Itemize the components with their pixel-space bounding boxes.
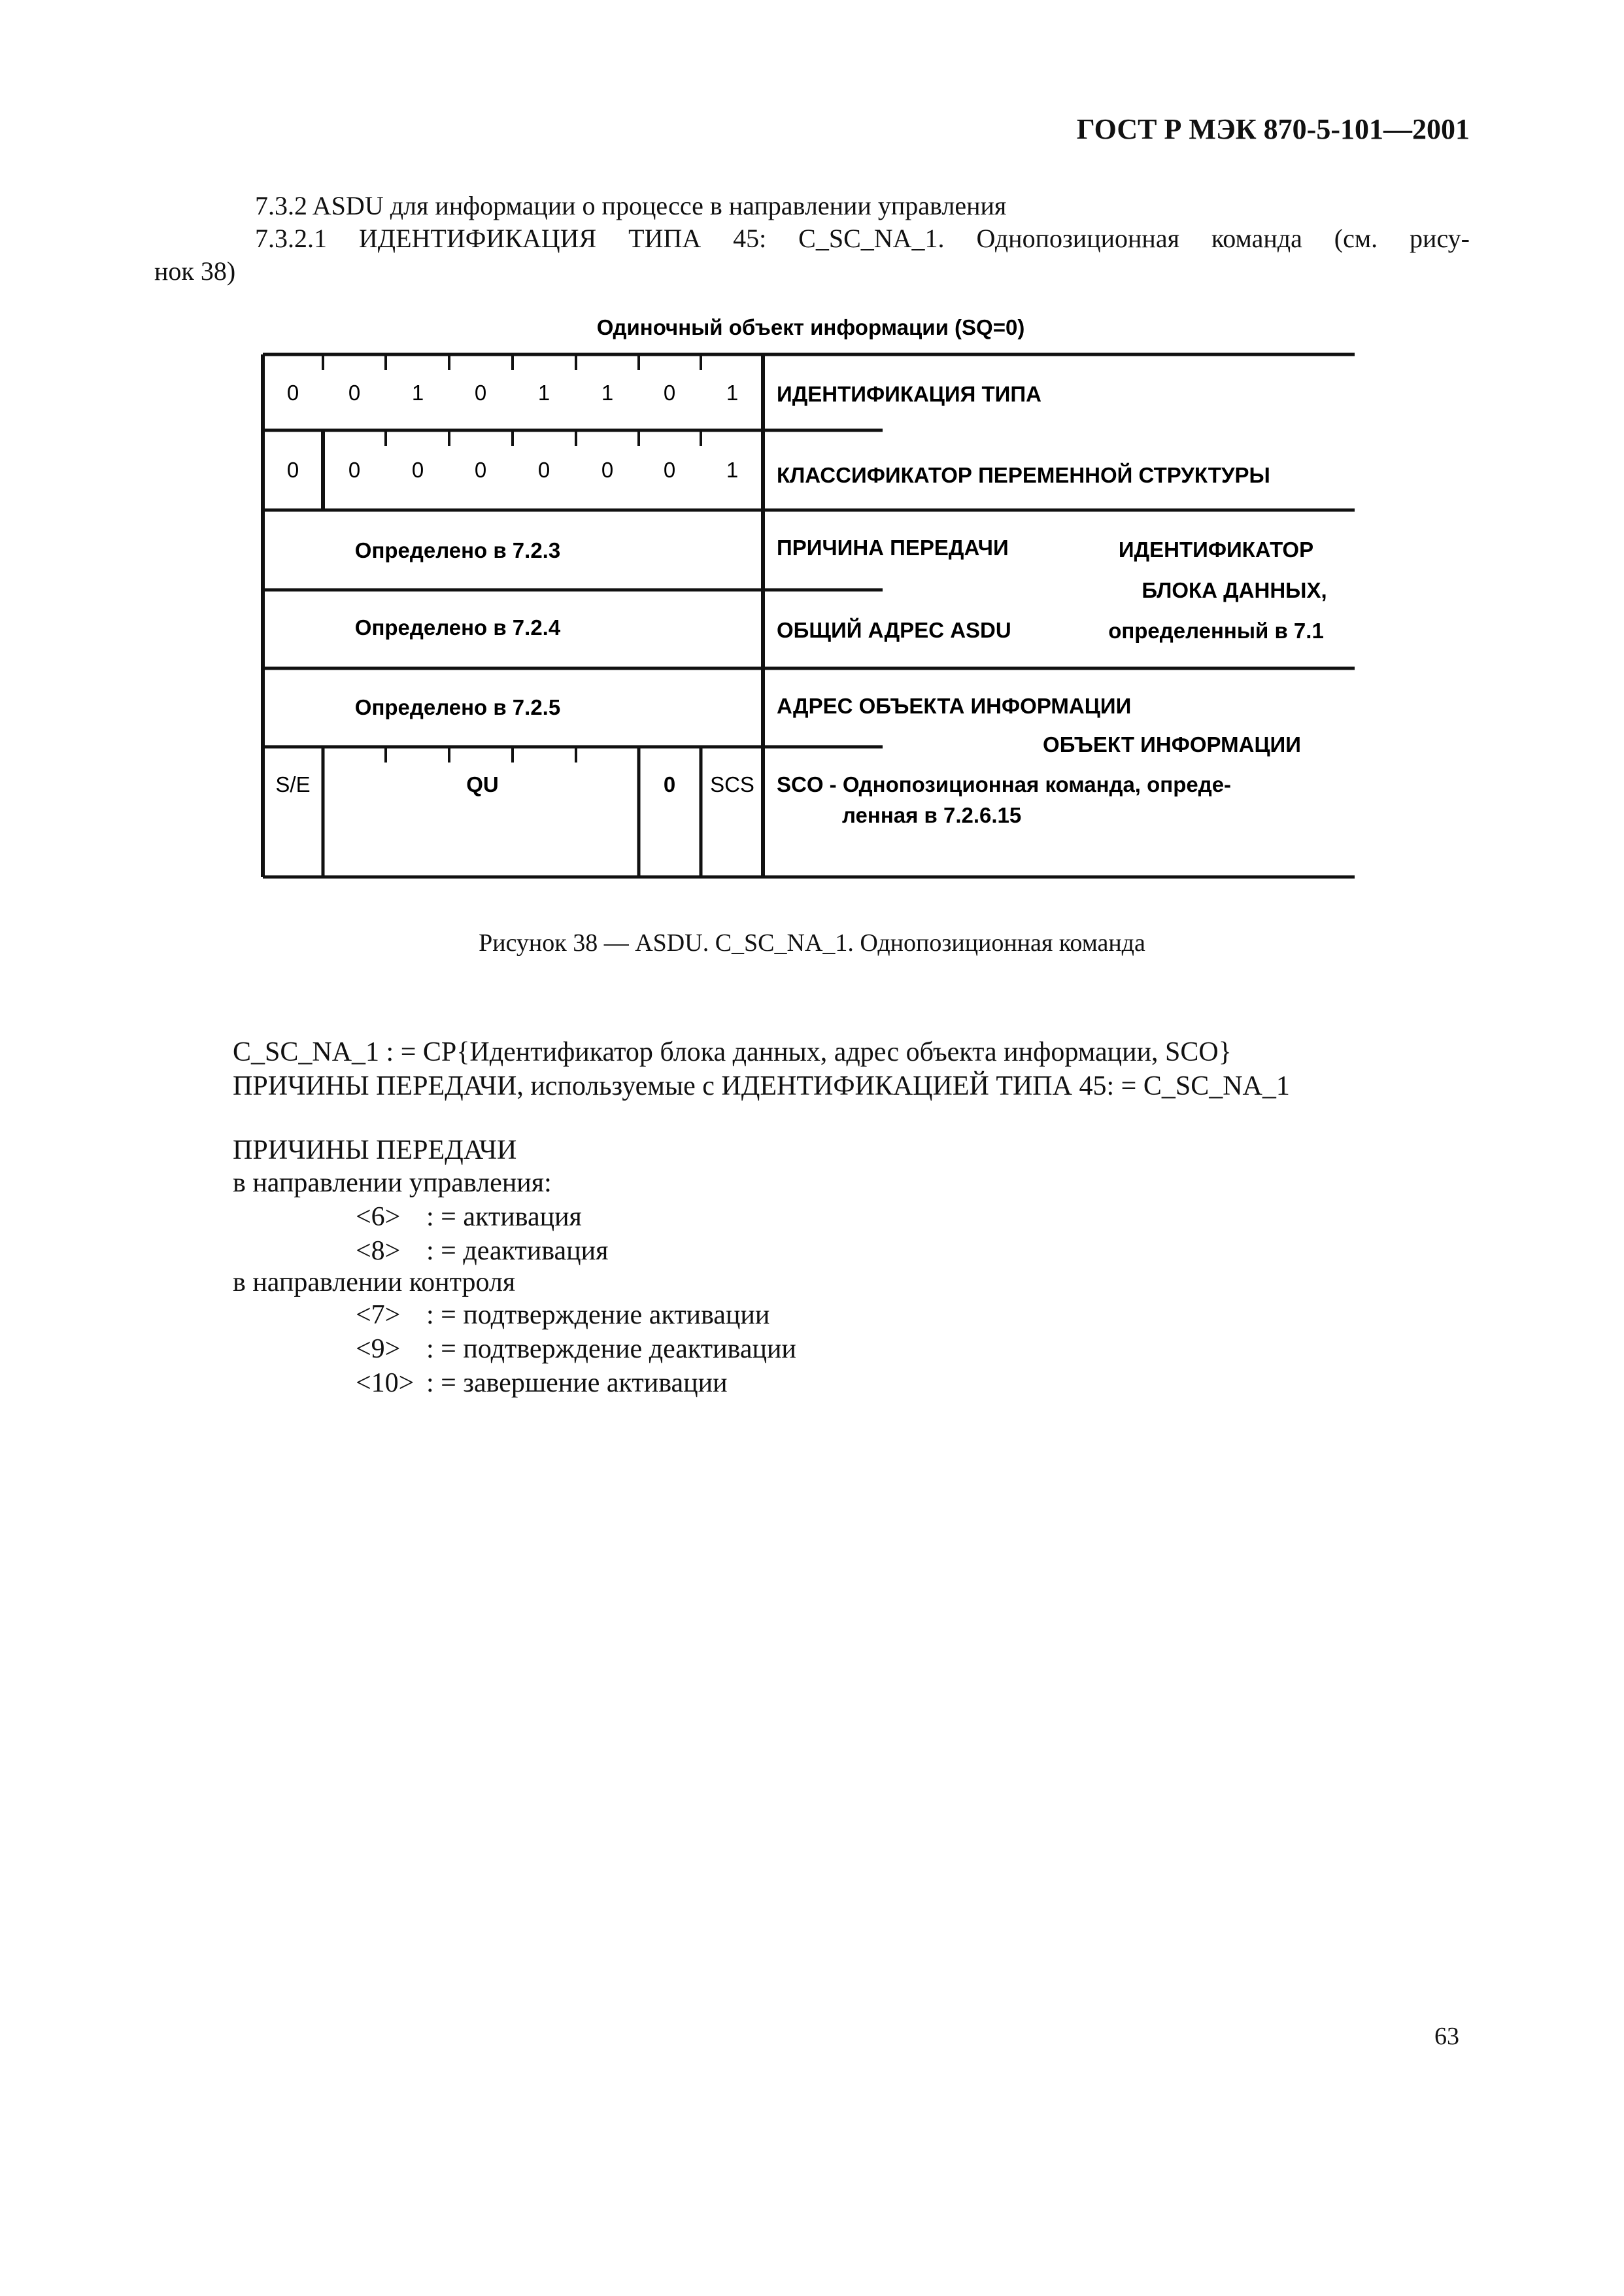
type-id-bit: 0 (286, 381, 299, 405)
type-id-bit-ticks (323, 354, 701, 370)
causes-title: ПРИЧИНЫ ПЕРЕДАЧИ (233, 1135, 517, 1165)
type-id-bit: 1 (411, 381, 424, 405)
data-unit-id-line1: ИДЕНТИФИКАТОР (1118, 538, 1314, 562)
cause-text: : = завершение активации (426, 1368, 728, 1398)
type-id-label: ИДЕНТИФИКАЦИЯ ТИПА (777, 382, 1041, 406)
sco-qu-ticks (386, 747, 576, 762)
type-id-bits (287, 381, 738, 405)
page-number: 63 (1434, 2023, 1459, 2050)
asdu-structure-diagram (0, 0, 1624, 929)
cause-text: : = подтверждение деактивации (426, 1334, 796, 1364)
subsection-heading-continuation: нок 38) (154, 256, 236, 286)
type-definition: C_SC_NA_1 : = CP{Идентификатор блока данных, адрес объекта информации, SCO} (233, 1037, 1232, 1067)
cause-text: : = активация (426, 1202, 582, 1232)
figure-caption: Рисунок 38 — ASDU. C_SC_NA_1. Однопозиционная команда (479, 929, 1145, 957)
sco-label-line1: SCO - Однопозиционная команда, опреде- (777, 772, 1232, 797)
information-object-label: ОБЪЕКТ ИНФОРМАЦИИ (1043, 732, 1301, 757)
vsq-bit: 1 (726, 458, 739, 482)
vsq-bit: 0 (348, 458, 361, 482)
vsq-bit: 0 (601, 458, 614, 482)
vsq-bit: 0 (537, 458, 550, 482)
causes-usage-line: ПРИЧИНЫ ПЕРЕДАЧИ, используемые с ИДЕНТИФИКАЦИЕЙ ТИПА 45: = C_SC_NA_1 (233, 1071, 1290, 1101)
sco-label-line2: ленная в 7.2.6.15 (842, 803, 1022, 827)
sco-scs-field: SCS (710, 772, 754, 797)
common-address-label: ОБЩИЙ АДРЕС ASDU (777, 618, 1011, 642)
cot-definition: Определено в 7.2.3 (354, 538, 561, 562)
vsq-bits (287, 458, 738, 482)
type-id-bit: 0 (474, 381, 487, 405)
type-id-bit: 0 (348, 381, 361, 405)
sco-qu-field: QU (466, 772, 499, 797)
cause-text: : = деактивация (426, 1236, 609, 1266)
vsq-label: КЛАССИФИКАТОР ПЕРЕМЕННОЙ СТРУКТУРЫ (777, 463, 1270, 487)
sco-field-dividers (323, 747, 701, 877)
subsection-heading: 7.3.2.1 ИДЕНТИФИКАЦИЯ ТИПА 45: C_SC_NA_1. Однопозиционная команда (см. рису- (255, 224, 1470, 253)
data-unit-id-line2: БЛОКА ДАННЫХ, (1142, 578, 1327, 602)
cause-code: <6> (356, 1202, 401, 1232)
sco-zero-field: 0 (663, 772, 676, 797)
type-id-bit: 1 (537, 381, 550, 405)
vsq-bit: 0 (411, 458, 424, 482)
ioa-label: АДРЕС ОБЪЕКТА ИНФОРМАЦИИ (777, 694, 1132, 718)
cause-code: <8> (356, 1236, 401, 1266)
cause-code: <7> (356, 1300, 401, 1330)
vsq-bit: 0 (474, 458, 487, 482)
document-header: ГОСТ Р МЭК 870-5-101—2001 (1076, 113, 1470, 145)
ioa-definition: Определено в 7.2.5 (354, 695, 561, 719)
control-direction-heading: в направлении управления: (233, 1168, 552, 1198)
cause-text: : = подтверждение активации (426, 1300, 770, 1330)
cause-code: <9> (356, 1334, 401, 1364)
type-id-bit: 1 (601, 381, 614, 405)
section-heading: 7.3.2 ASDU для информации о процессе в направлении управления (255, 191, 1007, 220)
data-unit-id-line3: определенный в 7.1 (1108, 619, 1324, 643)
vsq-bit: 0 (286, 458, 299, 482)
sco-se-field: S/E (275, 772, 311, 797)
common-address-definition: Определено в 7.2.4 (354, 615, 561, 640)
cot-label: ПРИЧИНА ПЕРЕДАЧИ (777, 536, 1009, 560)
type-id-bit: 0 (663, 381, 676, 405)
cause-code: <10> (356, 1368, 414, 1398)
vsq-bit: 0 (663, 458, 676, 482)
type-id-bit: 1 (726, 381, 739, 405)
monitor-direction-heading: в направлении контроля (233, 1267, 516, 1297)
vsq-bit-ticks (323, 430, 701, 510)
figure-title: Одиночный объект информации (SQ=0) (596, 315, 1025, 339)
